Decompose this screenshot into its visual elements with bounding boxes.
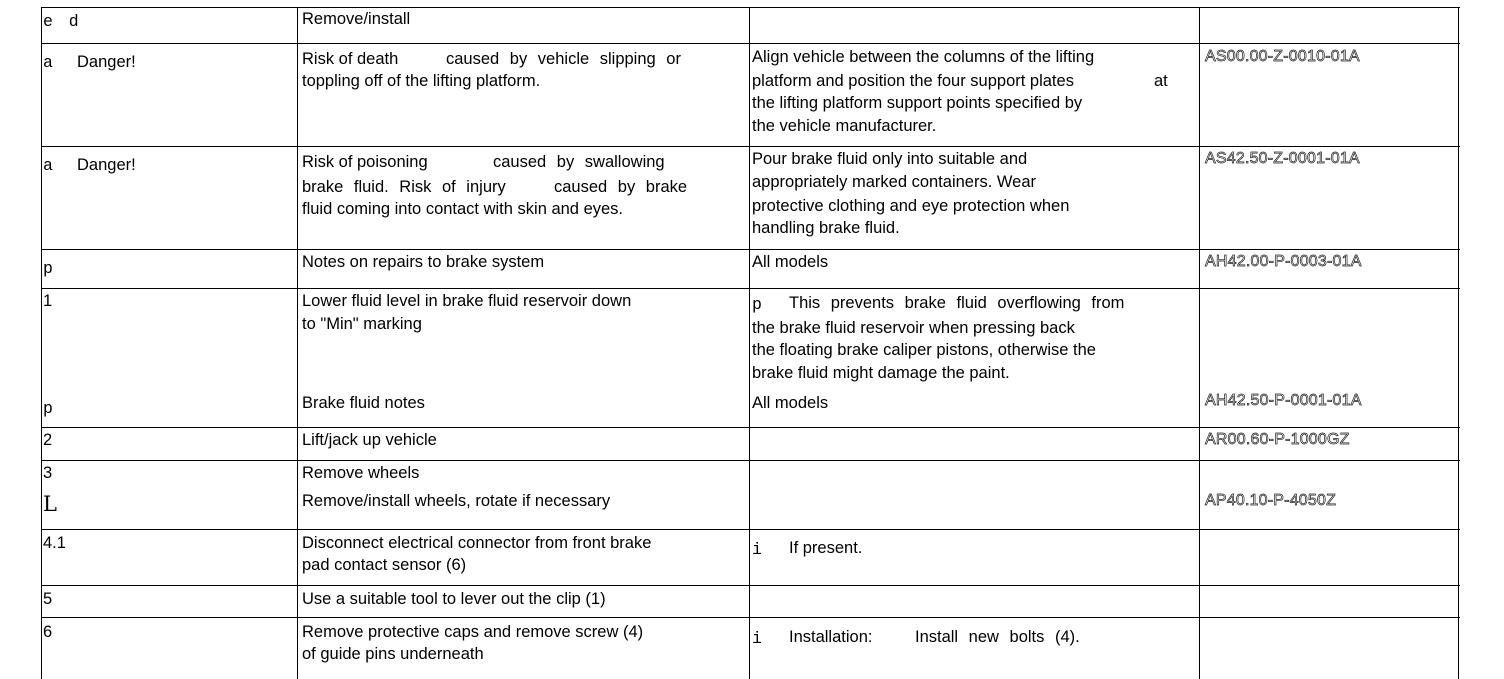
measure-text: Align vehicle between the columns of the lifting <box>752 48 1095 66</box>
document-code: AR00.60-P-1000GZ <box>1205 431 1350 448</box>
risk-text: fluid coming into contact with skin and eyes. <box>302 200 624 218</box>
document-code: AP40.10-P-4050Z <box>1205 492 1337 509</box>
column-divider <box>297 8 298 679</box>
note-text: brake fluid might damage the paint. <box>752 364 1010 382</box>
header-title: Remove/install <box>302 10 411 28</box>
risk-text: caused by swallowing <box>493 153 665 171</box>
risk-text: brake fluid. Risk of injury <box>302 178 506 196</box>
measure-text: platform and position the four support plates <box>752 72 1074 90</box>
danger-symbol: a <box>43 53 53 72</box>
step-number: 1 <box>43 292 53 310</box>
measure-text: at <box>1154 72 1168 90</box>
info-symbol: i <box>752 629 762 648</box>
measure-text: protective clothing and eye protection when <box>752 197 1070 215</box>
note-symbol: p <box>752 295 762 314</box>
step-text: Remove protective caps and remove screw (4) <box>302 623 644 641</box>
step-text: pad contact sensor (6) <box>302 556 467 574</box>
measure-text: Pour brake fluid only into suitable and <box>752 150 1028 168</box>
row-divider <box>42 617 1460 618</box>
note-symbol: p <box>43 259 53 278</box>
danger-label: Danger! <box>77 53 136 71</box>
step-number: 5 <box>43 590 53 608</box>
document-code: AS00.00-Z-0010-01A <box>1205 48 1360 65</box>
risk-text: toppling off of the lifting platform. <box>302 72 541 90</box>
note-link-text: Brake fluid notes <box>302 394 425 412</box>
row-divider <box>42 460 1460 461</box>
document-code: AS42.50-Z-0001-01A <box>1205 150 1360 167</box>
link-symbol: L <box>43 492 57 516</box>
risk-text: caused by vehicle slipping or <box>446 50 681 68</box>
step-text: Remove wheels <box>302 464 420 482</box>
risk-text: Risk of poisoning <box>302 153 428 171</box>
row-divider <box>42 529 1460 530</box>
note-text: This prevents brake fluid overflowing from <box>789 294 1125 312</box>
step-number: 4.1 <box>43 534 66 552</box>
document-code: AH42.00-P-0003-01A <box>1205 253 1362 270</box>
measure-text: the vehicle manufacturer. <box>752 117 937 135</box>
note-text: the brake fluid reservoir when pressing back <box>752 319 1075 337</box>
column-divider <box>1458 8 1459 679</box>
note-link-text: Notes on repairs to brake system <box>302 253 545 271</box>
step-text: Lift/jack up vehicle <box>302 431 437 449</box>
measure-text: the lifting platform support points specified by <box>752 94 1083 112</box>
measure-text: appropriately marked containers. Wear <box>752 173 1036 191</box>
measure-text: handling brake fluid. <box>752 219 900 237</box>
row-divider <box>42 249 1460 250</box>
note-text: If present. <box>789 539 863 557</box>
models-text: All models <box>752 394 829 412</box>
step-text: Lower fluid level in brake fluid reservoir down <box>302 292 632 310</box>
note-text: Install new bolts (4). <box>915 628 1080 646</box>
document-code: AH42.50-P-0001-01A <box>1205 392 1362 409</box>
column-divider <box>1199 8 1200 679</box>
note-text: Installation: <box>789 628 873 646</box>
note-text: the floating brake caliper pistons, otherwise the <box>752 341 1096 359</box>
models-text: All models <box>752 253 829 271</box>
row-divider <box>42 288 1460 289</box>
risk-text: Risk of death <box>302 50 399 68</box>
step-text: of guide pins underneath <box>302 645 484 663</box>
step-text: Disconnect electrical connector from front brake <box>302 534 652 552</box>
risk-text: caused by brake <box>554 178 688 196</box>
danger-label: Danger! <box>77 156 136 174</box>
note-symbol: p <box>43 399 53 418</box>
procedure-table <box>41 7 1460 679</box>
header-symbols: e d <box>43 12 82 31</box>
step-number: 2 <box>43 431 53 449</box>
step-link-text: Remove/install wheels, rotate if necessary <box>302 492 611 510</box>
row-divider <box>42 427 1460 428</box>
info-symbol: i <box>752 540 762 559</box>
column-divider <box>749 8 750 679</box>
step-number: 6 <box>43 623 53 641</box>
step-text: Use a suitable tool to lever out the clip (1) <box>302 590 606 608</box>
row-divider <box>42 43 1460 44</box>
row-divider <box>42 585 1460 586</box>
step-text: to "Min" marking <box>302 315 422 333</box>
danger-symbol: a <box>43 156 53 175</box>
step-number: 3 <box>43 464 53 482</box>
row-divider <box>42 146 1460 147</box>
